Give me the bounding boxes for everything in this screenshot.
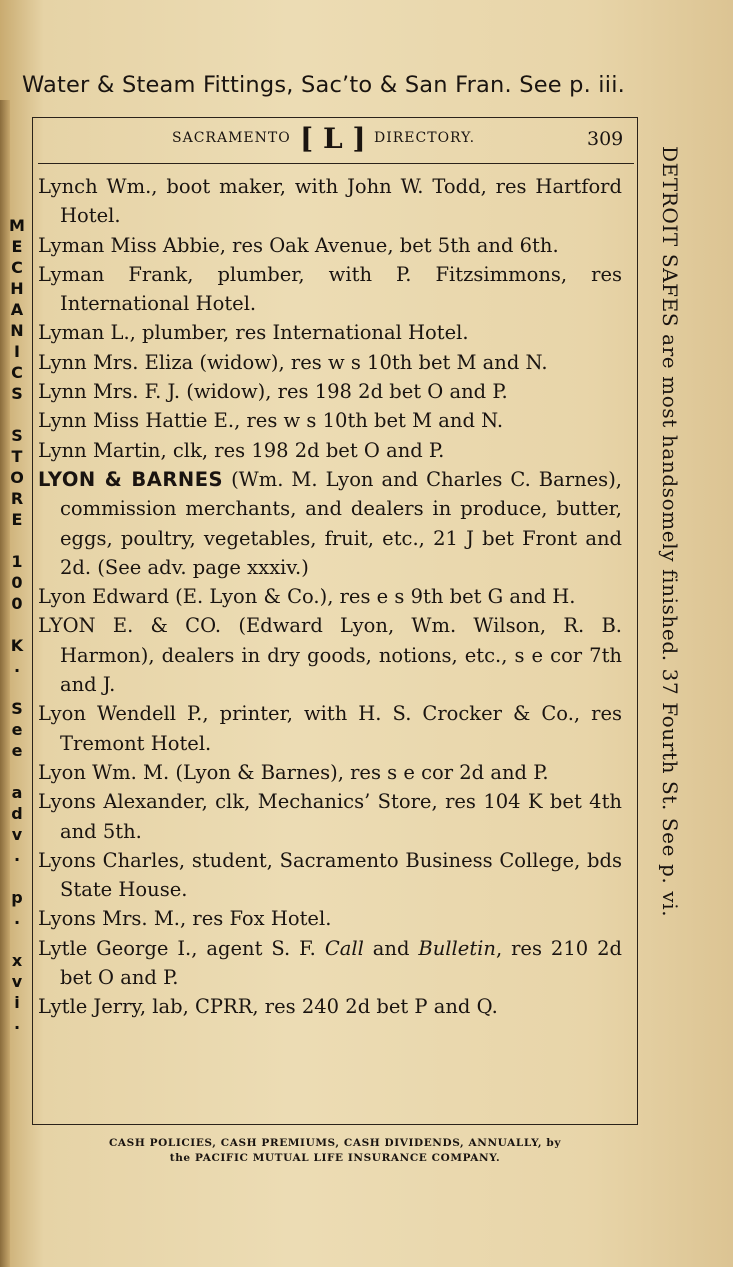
directory-entry: Lynch Wm., boot maker, with John W. Todd, res Hartford Hotel.: [38, 175, 622, 228]
left-margin-character: .: [13, 909, 21, 928]
left-margin-character: [6, 404, 28, 425]
page-number: 309: [587, 128, 624, 150]
header-directory: DIRECTORY.: [374, 130, 476, 146]
footer-line-1: CASH POLICIES, CASH PREMIUMS, CASH DIVIDENDS, ANNUALLY, by: [108, 1137, 562, 1149]
header-city: SACRAMENTO: [172, 130, 291, 146]
left-margin-character: .: [13, 846, 21, 865]
left-margin-character: v: [11, 972, 23, 991]
directory-entry: Lyon Edward (E. Lyon & Co.), res e s 9th bet G and H.: [38, 585, 576, 609]
left-margin-character: [6, 761, 28, 782]
running-header: [32, 122, 638, 160]
left-margin-character: e: [11, 741, 23, 760]
left-margin-character: e: [11, 720, 23, 739]
left-margin-character: x: [11, 951, 23, 970]
left-margin-character: d: [11, 804, 23, 823]
directory-entry: Lyman Miss Abbie, res Oak Avenue, bet 5th and 6th.: [38, 233, 559, 257]
left-margin-character: [6, 530, 28, 551]
directory-entry: Lynn Mrs. Eliza (widow), res w s 10th bet M and N.: [38, 350, 548, 374]
left-margin-character: C: [11, 258, 23, 277]
right-margin-advertisement: DETROIT SAFES are most handsomely finished. 37 Fourth St. See p. vi.: [658, 146, 682, 918]
left-margin-character: S: [11, 699, 23, 718]
left-margin-character: O: [10, 468, 24, 487]
directory-entry: Lyman Frank, plumber, with P. Fitzsimmons, res International Hotel.: [38, 262, 622, 316]
header-letter: [ L ]: [300, 122, 366, 155]
directory-entry: Lytle Jerry, lab, CPRR, res 240 2d bet P and Q.: [38, 995, 498, 1019]
left-margin-character: E: [11, 237, 23, 256]
directory-entry: Lyons Charles, student, Sacramento Business College, bds State House.: [38, 848, 622, 902]
left-margin-character: C: [11, 363, 23, 382]
directory-entry: Lynn Miss Hattie E., res w s 10th bet M and N.: [38, 409, 504, 433]
directory-entry: Lynn Mrs. F. J. (widow), res 198 2d bet O and P.: [38, 380, 508, 404]
left-margin-character: M: [9, 216, 25, 235]
header-rule: [38, 163, 634, 164]
left-margin-character: .: [13, 657, 21, 676]
directory-entry: Lynn Martin, clk, res 198 2d bet O and P.: [38, 438, 445, 462]
left-margin-character: v: [11, 825, 23, 844]
left-margin-character: K: [10, 636, 24, 655]
left-margin-character: N: [10, 321, 24, 340]
left-margin-character: [6, 614, 28, 635]
left-margin-character: I: [14, 342, 20, 361]
directory-entry: Lytle George I., agent S. F. Call and Bulletin, res 210 2d bet O and P.: [38, 936, 622, 990]
directory-entries: [38, 172, 622, 1022]
left-margin-character: [6, 677, 28, 698]
left-margin-character: a: [11, 783, 23, 802]
footer-advertisement: [32, 1136, 638, 1166]
left-margin-advertisement: [6, 215, 28, 1034]
left-margin-character: S: [11, 384, 23, 403]
footer-line-2: the PACIFIC MUTUAL LIFE INSURANCE COMPANY.: [169, 1152, 501, 1164]
left-margin-character: 1: [11, 552, 23, 571]
directory-entry: Lyons Mrs. M., res Fox Hotel.: [38, 907, 332, 931]
directory-entry: Lyon Wm. M. (Lyon & Barnes), res s e cor 2d and P.: [38, 760, 549, 784]
directory-entry: Lyons Alexander, clk, Mechanics’ Store, res 104 K bet 4th and 5th.: [38, 790, 622, 843]
left-margin-character: 0: [11, 573, 23, 592]
left-margin-character: T: [11, 447, 23, 466]
directory-entry: Lyman L., plumber, res International Hotel.: [38, 321, 469, 345]
left-margin-character: E: [11, 510, 23, 529]
left-margin-character: S: [11, 426, 23, 445]
directory-entry-advertiser: LYON & BARNES (Wm. M. Lyon and Charles C. Barnes), commission merchants, and dealers in produce, butter, eggs, poultry, vegetables, fruit, etc., 21 J bet Front and 2d. (See adv. page xxxiv.): [38, 467, 622, 579]
directory-entry: Lyon Wendell P., printer, with H. S. Crocker & Co., res Tremont Hotel.: [38, 702, 622, 755]
left-margin-character: R: [10, 489, 24, 508]
left-margin-character: p: [11, 888, 23, 907]
left-margin-character: [6, 929, 28, 950]
left-margin-character: 0: [11, 594, 23, 613]
left-margin-character: i: [14, 993, 20, 1012]
left-margin-character: A: [10, 300, 24, 319]
left-margin-character: H: [10, 279, 24, 298]
left-margin-character: [6, 866, 28, 887]
directory-entry: LYON E. & CO. (Edward Lyon, Wm. Wilson, R. B. Harmon), dealers in dry goods, notions, etc., s e cor 7th and J.: [38, 614, 622, 697]
left-margin-character: .: [13, 1014, 21, 1033]
advertiser-name: LYON & BARNES: [38, 467, 224, 491]
top-advertisement: Water & Steam Fittings, Sac’to & San Fran. See p. iii.: [22, 72, 626, 98]
